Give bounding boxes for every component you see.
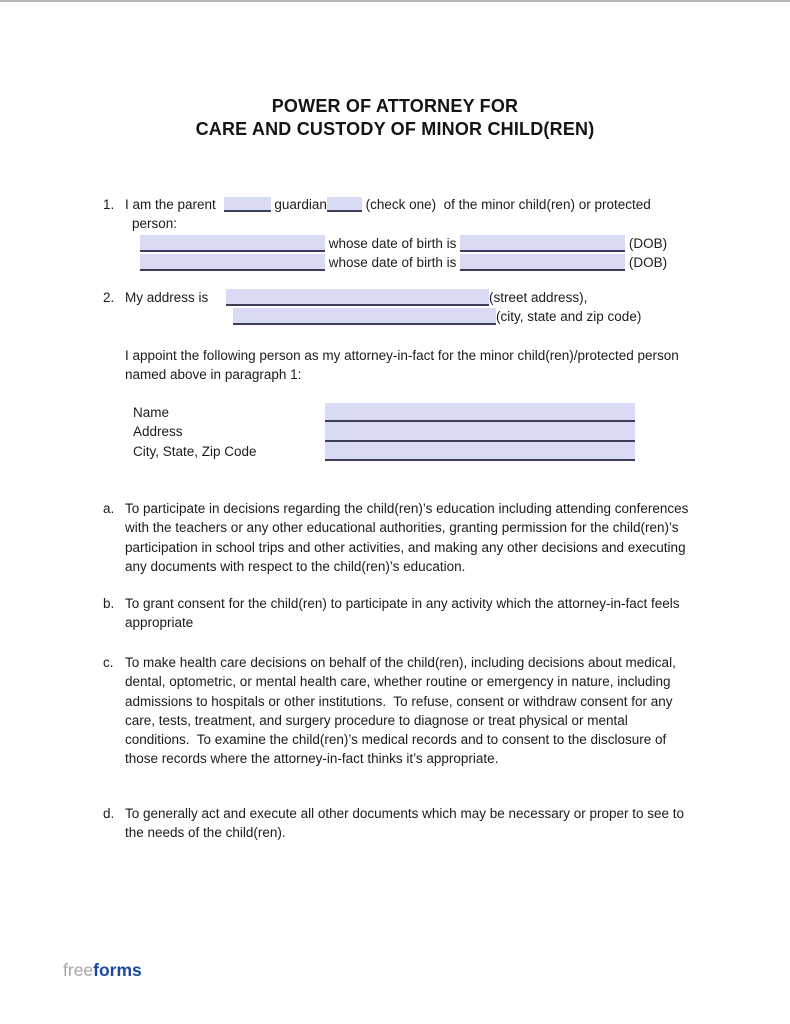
- dob-label-1: whose date of birth is: [325, 235, 461, 251]
- page-title: [0, 95, 790, 141]
- item-1-line-2: person:: [132, 216, 178, 232]
- child-dob-field-1[interactable]: [460, 235, 625, 252]
- clause-c-letter: c.: [103, 655, 114, 670]
- dob-suffix-2: (DOB): [625, 254, 668, 270]
- attorney-address-label: Address: [133, 424, 183, 440]
- attorney-name-field[interactable]: [325, 403, 635, 422]
- attorney-citystatezip-field[interactable]: [325, 442, 635, 461]
- child-dob-field-2[interactable]: [460, 254, 625, 271]
- child-row-1: [103, 234, 703, 253]
- brand-free-text: free: [63, 960, 94, 980]
- clause-d-text: To generally act and execute all other documents which may be necessary or proper to see to the needs of the child(ren).: [125, 806, 688, 841]
- dob-suffix-1: (DOB): [625, 235, 668, 251]
- child-row-2: [103, 253, 703, 272]
- item-1-number: 1.: [103, 197, 115, 212]
- clause-b: [103, 594, 695, 633]
- city-state-zip-field[interactable]: [233, 308, 496, 325]
- clause-b-text: To grant consent for the child(ren) to participate in any activity which the attorney-in-fact feels appropriate: [125, 596, 684, 631]
- attorney-address-field[interactable]: [325, 422, 635, 441]
- attorney-name-label: Name: [133, 405, 170, 420]
- item-2-line-2: [103, 307, 743, 326]
- attorney-name-row: [133, 403, 635, 422]
- street-address-field[interactable]: [226, 289, 489, 306]
- parent-checkbox-blank-field[interactable]: [224, 197, 271, 212]
- city-state-zip-suffix: (city, state and zip code): [496, 309, 642, 325]
- clause-b-letter: b.: [103, 596, 115, 611]
- clause-a: [103, 499, 695, 576]
- attorney-citystatezip-row: [133, 442, 635, 461]
- page-title-line-2: CARE AND CUSTODY OF MINOR CHILD(REN): [195, 119, 595, 139]
- attorney-address-row: [133, 422, 635, 441]
- clause-c-text: To make health care decisions on behalf of the child(ren), including decisions about medical, dental, optometric, or mental health care, whether routine or emergency in nature, including admissions to hospitals or other institutions. To refuse, consent or withdraw consent for any care, tests, treatment, and surgery procedure to diagnose or treat physical or mental conditions. To examine the child(ren)’s medical records and to consent to the disclosure of those records where the attorney-in-fact thinks it’s appropriate.: [125, 655, 680, 767]
- freeforms-logo: [63, 960, 142, 980]
- attorney-details-block: [133, 403, 635, 461]
- appointment-paragraph: I appoint the following person as my attorney-in-fact for the minor child(ren)/protected person named above in paragraph 1:: [125, 348, 683, 383]
- guardian-label: guardian: [270, 197, 327, 212]
- item-2-lead-text: My address is: [125, 290, 213, 305]
- clause-a-text: To participate in decisions regarding the child(ren)’s education including attending conferences with the teachers or any other educational authorities, granting permission for the child(ren)’s participation in school trips and other activities, and making any other decisions and executing any documents with respect to the child(ren)’s education.: [125, 501, 693, 574]
- child-name-field-1[interactable]: [140, 235, 325, 252]
- item-1-after-text: (check one) of the minor child(ren) or protected: [361, 197, 651, 212]
- item-2-line-1: [103, 288, 743, 307]
- guardian-checkbox-blank-field[interactable]: [327, 197, 362, 212]
- item-2-number: 2.: [103, 290, 115, 305]
- clause-c: [103, 653, 695, 769]
- brand-forms-text: forms: [93, 960, 142, 980]
- clause-a-letter: a.: [103, 501, 115, 516]
- page-top-border: [0, 0, 790, 2]
- item-1-line-1: [103, 195, 703, 214]
- page-title-line-1: POWER OF ATTORNEY FOR: [271, 96, 519, 116]
- child-name-field-2[interactable]: [140, 254, 325, 271]
- item-1-lead-text: I am the parent: [125, 197, 220, 212]
- clause-d-letter: d.: [103, 806, 115, 821]
- item-2: [103, 288, 743, 327]
- dob-label-2: whose date of birth is: [325, 254, 461, 270]
- attorney-citystatezip-label: City, State, Zip Code: [133, 443, 257, 459]
- item-1: [103, 195, 703, 272]
- street-address-suffix: (street address),: [489, 290, 588, 305]
- clause-d: [103, 804, 695, 843]
